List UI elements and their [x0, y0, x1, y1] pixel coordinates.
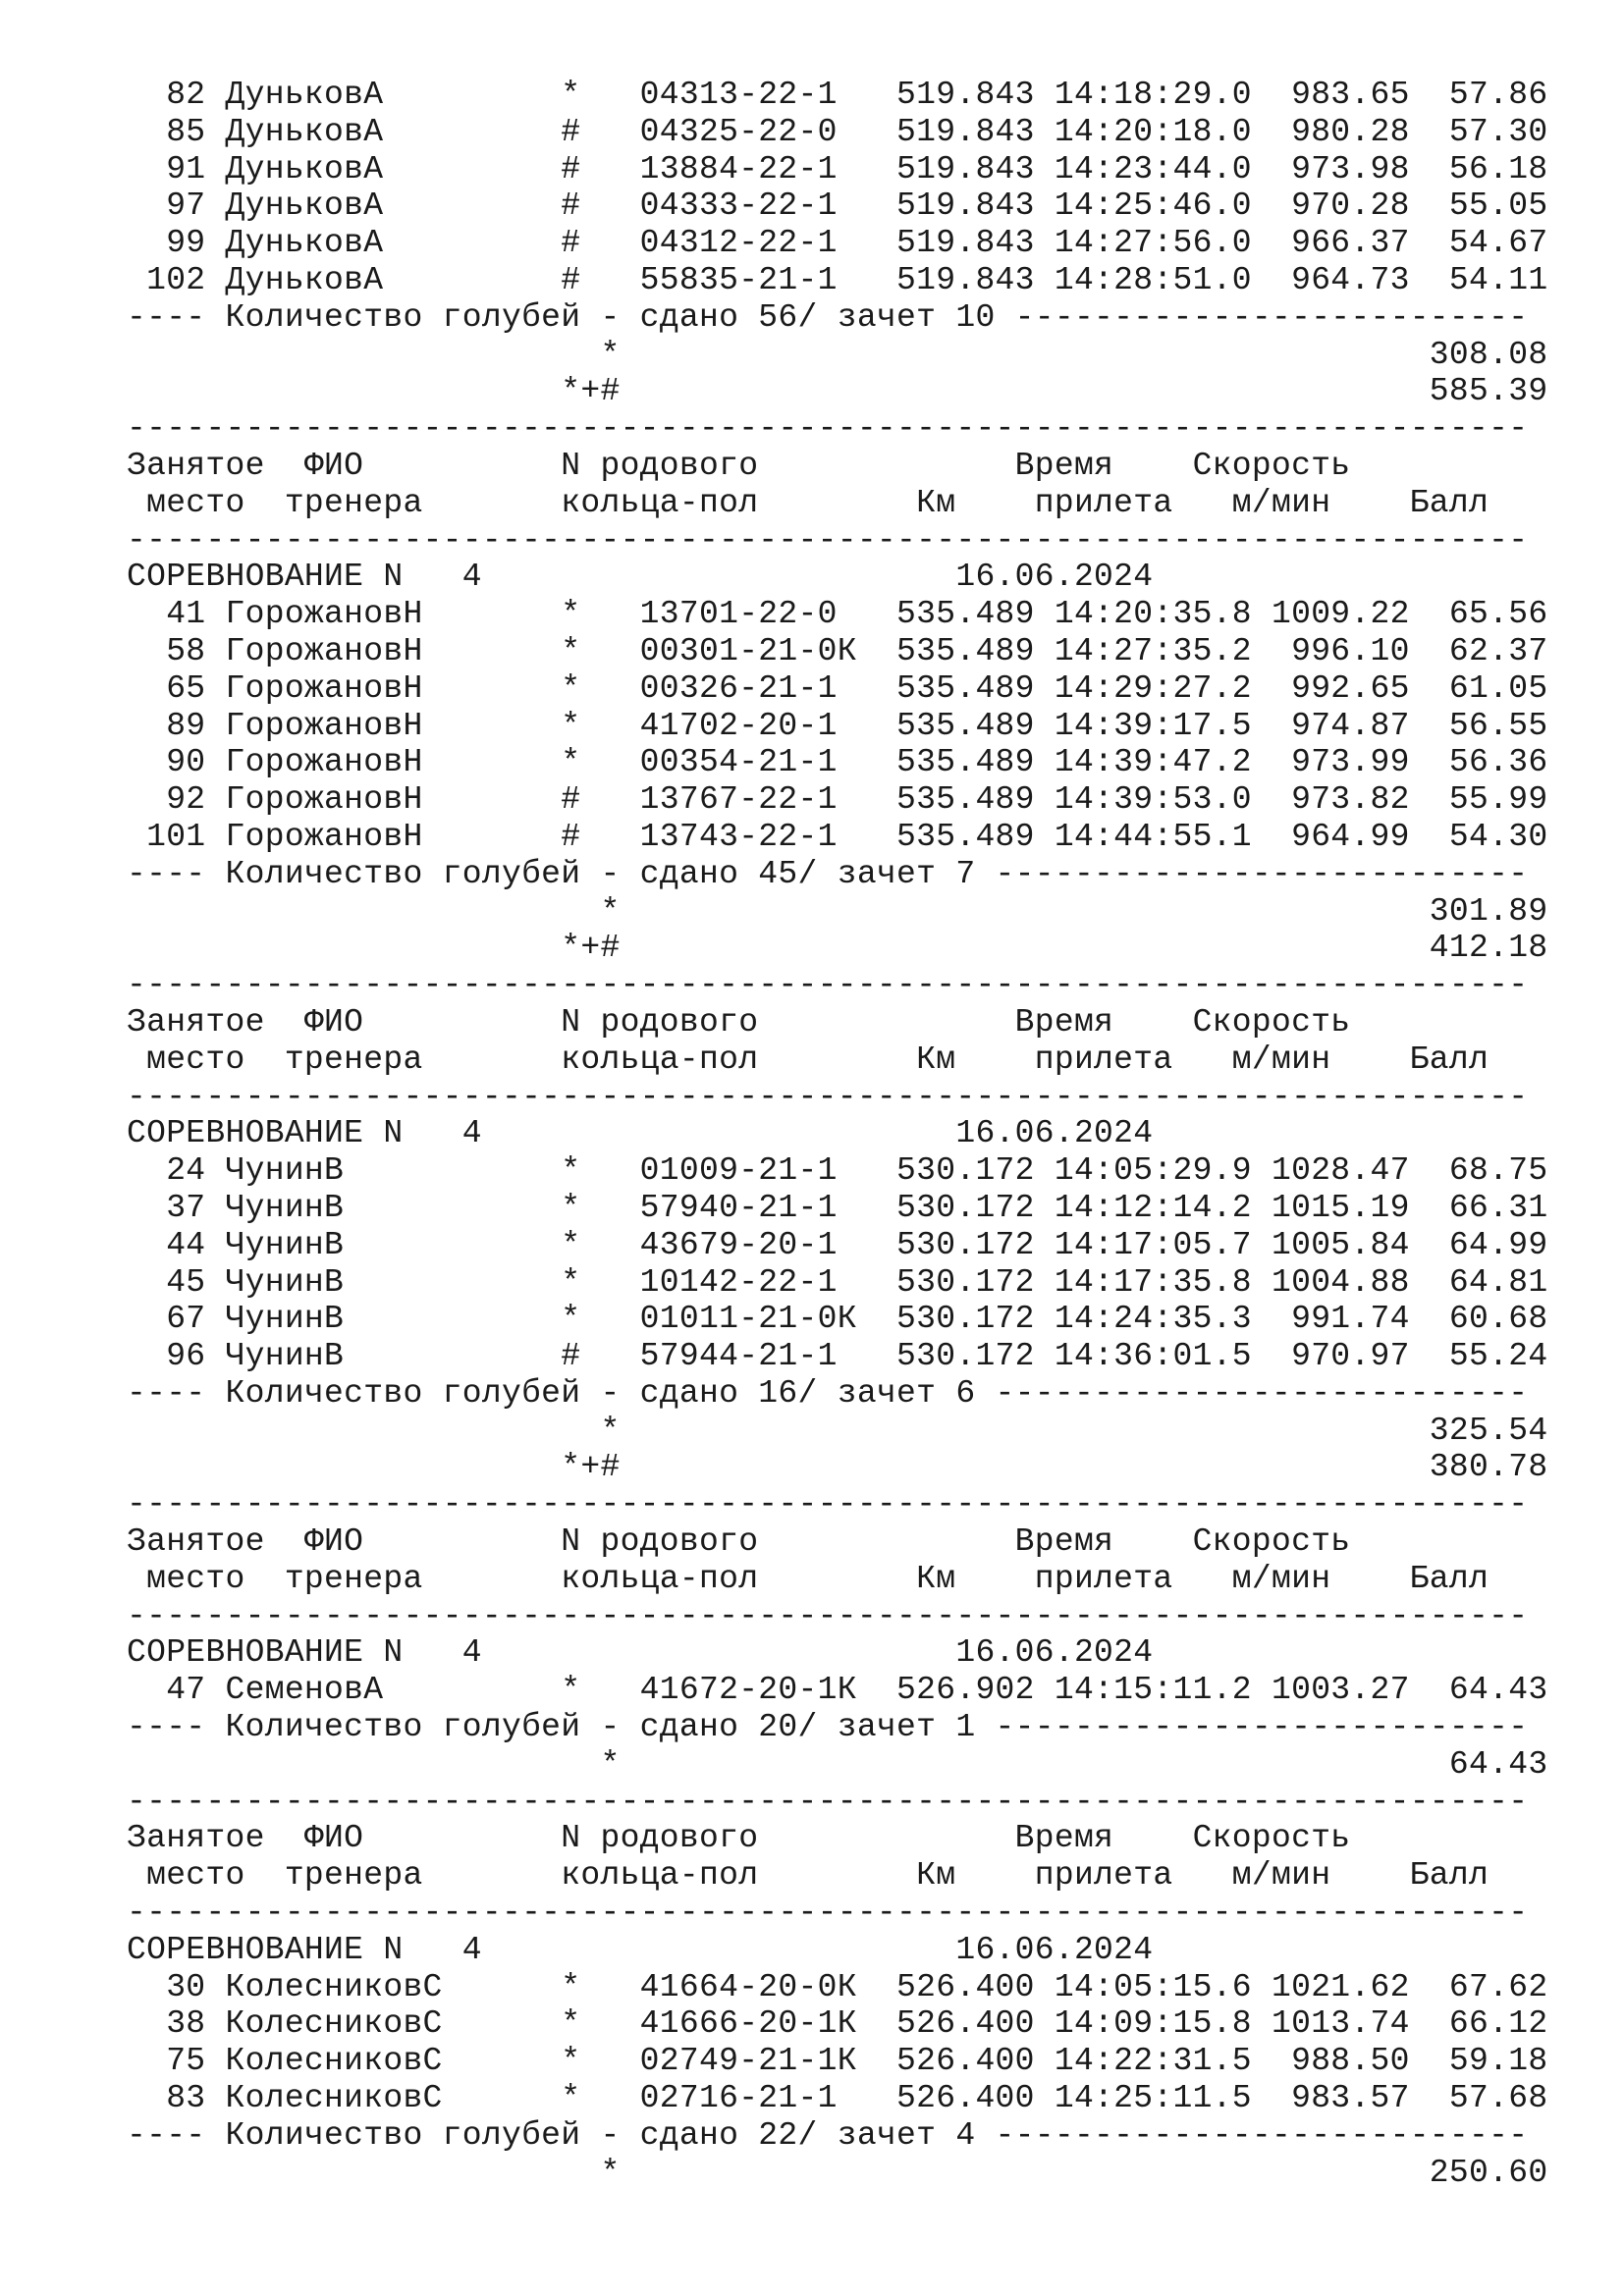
result-row: 38 КолесниковС * 41666-20-1К 526.400 14:09:15.8 1013.74 66.12 — [127, 2005, 1548, 2043]
result-row: 91 ДуньковА # 13884-22-1 519.843 14:23:44.0 973.98 56.18 — [127, 150, 1548, 187]
column-header: Занятое ФИО N родового Время Скорость — [127, 1523, 1351, 1561]
result-row: 97 ДуньковА # 04333-22-1 519.843 14:25:46.0 970.28 55.05 — [127, 187, 1548, 225]
result-row: 67 ЧунинВ * 01011-21-0К 530.172 14:24:35.3 991.74 60.68 — [127, 1301, 1548, 1338]
result-row: 37 ЧунинВ * 57940-21-1 530.172 14:12:14.2 1015.19 66.31 — [127, 1189, 1548, 1226]
subtotal-line: *+# 585.39 — [127, 373, 1548, 410]
result-row: 102 ДуньковА # 55835-21-1 519.843 14:28:51.0 964.73 54.11 — [127, 261, 1548, 298]
subtotal-line: * 64.43 — [127, 1745, 1548, 1783]
subtotal-line: *+# 380.78 — [127, 1449, 1548, 1486]
column-header: Занятое ФИО N родового Время Скорость — [127, 447, 1351, 484]
column-header: место тренера кольца-пол Км прилета м/мин Балл — [127, 484, 1489, 521]
separator-line: ----------------------------------------------------------------------- — [127, 521, 1529, 559]
pigeon-count-summary: ---- Количество голубей - сдано 16/ зачет 6 --------------------------- — [127, 1374, 1529, 1412]
result-row: 90 ГорожановН * 00354-21-1 535.489 14:39:47.2 973.99 56.36 — [127, 744, 1548, 781]
competition-header: СОРЕВНОВАНИЕ N 4 16.06.2024 — [127, 1634, 1154, 1672]
subtotal-line: *+# 412.18 — [127, 930, 1548, 967]
result-row: 45 ЧунинВ * 10142-22-1 530.172 14:17:35.8 1004.88 64.81 — [127, 1263, 1548, 1301]
column-header: место тренера кольца-пол Км прилета м/мин Балл — [127, 1041, 1489, 1078]
pigeon-count-summary: ---- Количество голубей - сдано 20/ зачет 1 --------------------------- — [127, 1709, 1529, 1746]
result-row: 82 ДуньковА * 04313-22-1 519.843 14:18:29.0 983.65 57.86 — [127, 77, 1548, 113]
subtotal-line: * 308.08 — [127, 336, 1548, 373]
separator-line: ----------------------------------------------------------------------- — [127, 1895, 1529, 1932]
separator-line: ----------------------------------------------------------------------- — [127, 1078, 1529, 1115]
result-row: 30 КолесниковС * 41664-20-0К 526.400 14:05:15.6 1021.62 67.62 — [127, 1968, 1548, 2005]
result-row: 83 КолесниковС * 02716-21-1 526.400 14:25:11.5 983.57 57.68 — [127, 2080, 1548, 2117]
result-row: 65 ГорожановН * 00326-21-1 535.489 14:29:27.2 992.65 61.05 — [127, 669, 1548, 707]
result-row: 99 ДуньковА # 04312-22-1 519.843 14:27:56.0 966.37 54.67 — [127, 225, 1548, 262]
subtotal-line: * 250.60 — [127, 2154, 1548, 2191]
separator-line: ----------------------------------------------------------------------- — [127, 1597, 1529, 1634]
result-row: 58 ГорожановН * 00301-21-0К 535.489 14:27:35.2 996.10 62.37 — [127, 632, 1548, 669]
result-row: 92 ГорожановН # 13767-22-1 535.489 14:39:53.0 973.82 55.99 — [127, 781, 1548, 819]
subtotal-line: * 325.54 — [127, 1412, 1548, 1449]
result-row: 75 КолесниковС * 02749-21-1К 526.400 14:22:31.5 988.50 59.18 — [127, 2043, 1548, 2080]
pigeon-count-summary: ---- Количество голубей - сдано 22/ зачет 4 --------------------------- — [127, 2116, 1529, 2154]
competition-header: СОРЕВНОВАНИЕ N 4 16.06.2024 — [127, 1115, 1154, 1152]
separator-line: ----------------------------------------------------------------------- — [127, 967, 1529, 1004]
separator-line: ----------------------------------------------------------------------- — [127, 1486, 1529, 1523]
column-header: Занятое ФИО N родового Время Скорость — [127, 1003, 1351, 1041]
competition-header: СОРЕВНОВАНИЕ N 4 16.06.2024 — [127, 1931, 1154, 1968]
separator-line: ----------------------------------------------------------------------- — [127, 1783, 1529, 1820]
result-row: 96 ЧунинВ # 57944-21-1 530.172 14:36:01.5 970.97 55.24 — [127, 1338, 1548, 1375]
result-row: 24 ЧунинВ * 01009-21-1 530.172 14:05:29.9 1028.47 68.75 — [127, 1152, 1548, 1190]
result-row: 47 СеменовА * 41672-20-1К 526.902 14:15:11.2 1003.27 64.43 — [127, 1672, 1548, 1709]
column-header: Занятое ФИО N родового Время Скорость — [127, 1820, 1351, 1857]
pigeon-count-summary: ---- Количество голубей - сдано 45/ зачет 7 --------------------------- — [127, 855, 1529, 892]
subtotal-line: * 301.89 — [127, 892, 1548, 930]
result-row: 44 ЧунинВ * 43679-20-1 530.172 14:17:05.7 1005.84 64.99 — [127, 1226, 1548, 1263]
column-header: место тренера кольца-пол Км прилета м/мин Балл — [127, 1560, 1489, 1597]
column-header: место тренера кольца-пол Км прилета м/мин Балл — [127, 1857, 1489, 1895]
separator-line: ----------------------------------------------------------------------- — [127, 410, 1529, 448]
result-row: 41 ГорожановН * 13701-22-0 535.489 14:20:35.8 1009.22 65.56 — [127, 596, 1548, 633]
pigeon-count-summary: ---- Количество голубей - сдано 56/ зачет 10 -------------------------- — [127, 298, 1529, 336]
competition-header: СОРЕВНОВАНИЕ N 4 16.06.2024 — [127, 559, 1154, 596]
result-row: 89 ГорожановН * 41702-20-1 535.489 14:39:17.5 974.87 56.55 — [127, 707, 1548, 744]
result-row: 101 ГорожановН # 13743-22-1 535.489 14:44:55.1 964.99 54.30 — [127, 818, 1548, 855]
result-row: 85 ДуньковА # 04325-22-0 519.843 14:20:18.0 980.28 57.30 — [127, 113, 1548, 150]
